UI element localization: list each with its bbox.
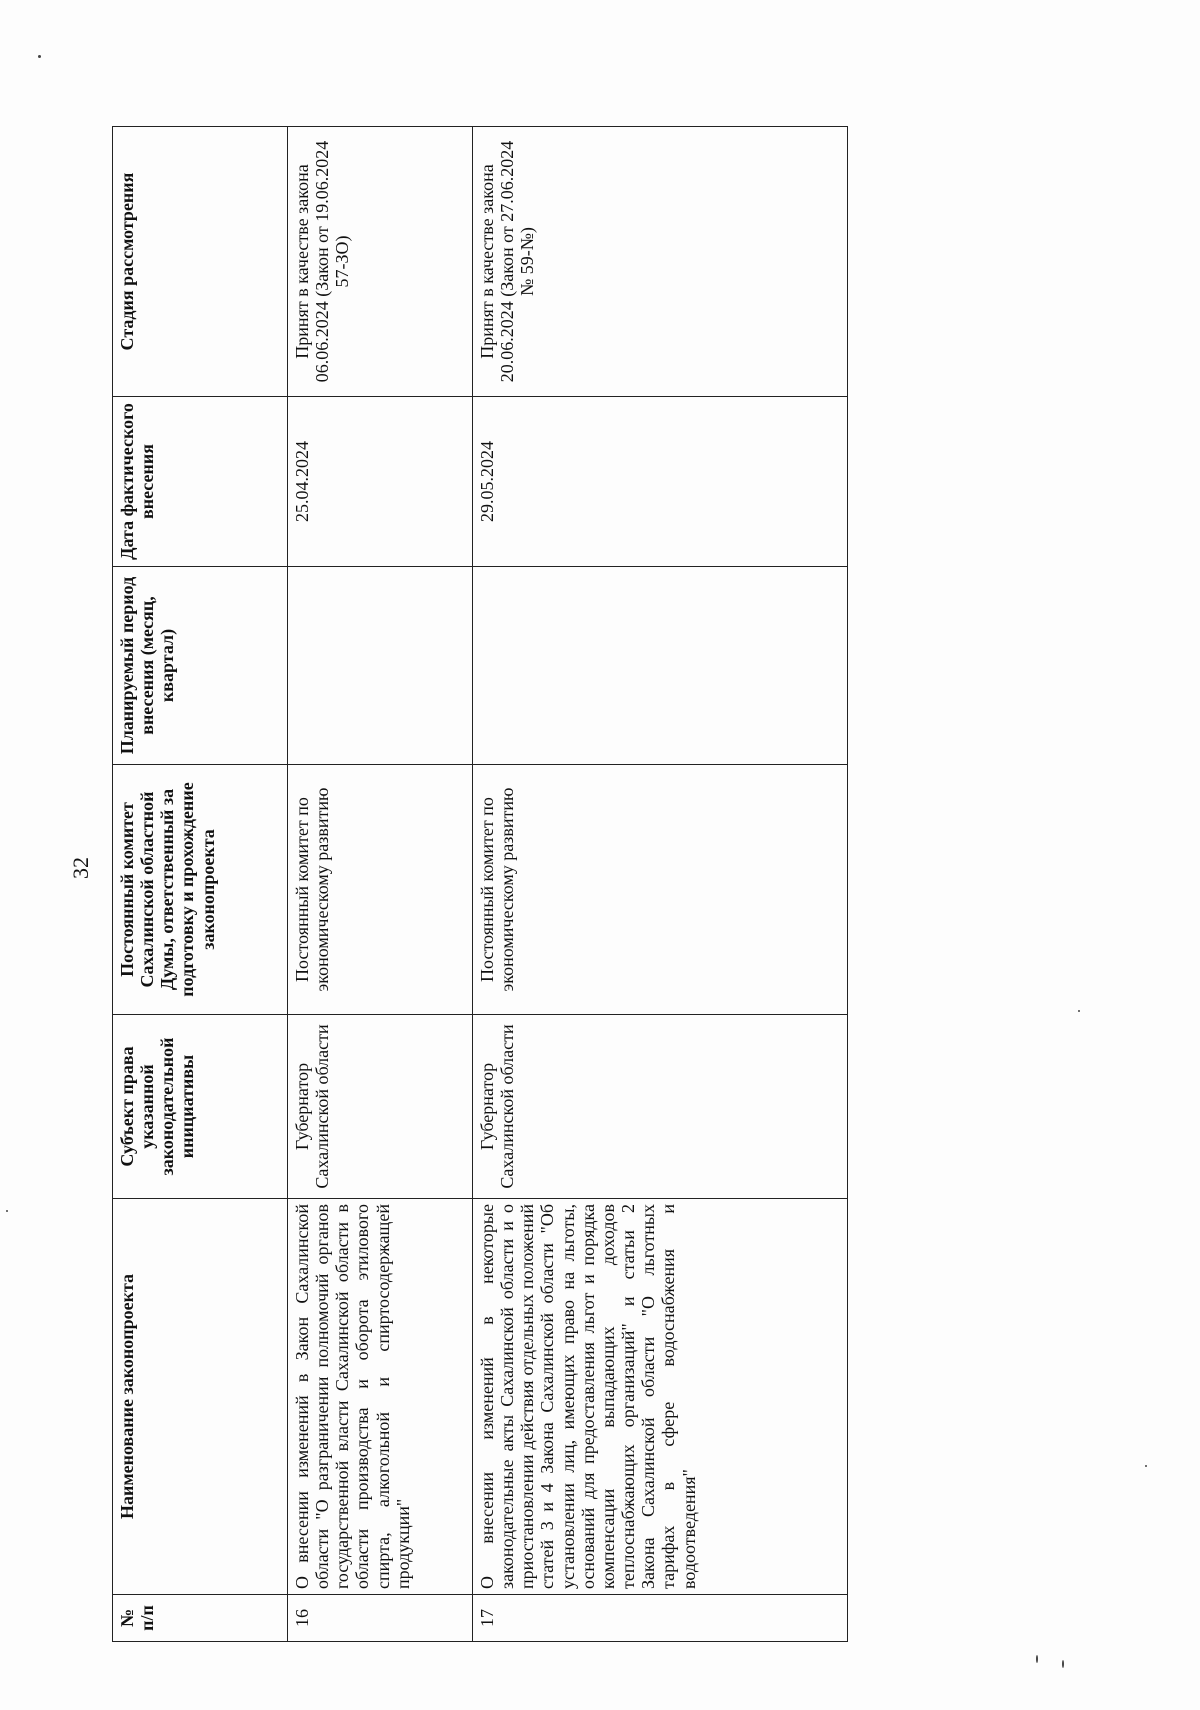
scan-speck — [38, 55, 41, 58]
rotated-table-wrapper — [112, 127, 847, 1642]
page-number: 32 — [68, 857, 93, 879]
header-date: Дата фактического внесения — [113, 397, 288, 567]
cell-num: 17 — [473, 1595, 848, 1642]
cell-subject: Губернатор Сахалинской области — [288, 1015, 473, 1199]
cell-subject: Губернатор Сахалинской области — [473, 1015, 848, 1199]
cell-stage: Принят в качестве закона 20.06.2024 (Закон от 27.06.2024 № 59-№) — [473, 127, 848, 397]
header-planned: Планируемый период внесения (месяц, квартал) — [113, 567, 288, 765]
bills-table — [112, 126, 848, 1642]
table-row — [288, 127, 473, 1642]
scan-speck — [1145, 1465, 1147, 1467]
cell-committee: Постоянный комитет по экономическому развитию — [473, 765, 848, 1015]
cell-planned — [473, 567, 848, 765]
cell-stage: Принят в качестве закона 06.06.2024 (Закон от 19.06.2024 57-ЗО) — [288, 127, 473, 397]
scan-speck — [1062, 1660, 1064, 1668]
scan-speck — [1078, 1010, 1080, 1012]
header-stage: Стадия рассмотрения — [113, 127, 288, 397]
header-name: Наименование законопроекта — [113, 1199, 288, 1595]
cell-num: 16 — [288, 1595, 473, 1642]
cell-date: 25.04.2024 — [288, 397, 473, 567]
cell-planned — [288, 567, 473, 765]
header-subject: Субъект права указанной законодательной инициативы — [113, 1015, 288, 1199]
cell-committee: Постоянный комитет по экономическому развитию — [288, 765, 473, 1015]
table-row — [473, 127, 848, 1642]
table-header-row — [113, 127, 288, 1642]
cell-name: О внесении изменений в Закон Сахалинской области "О разграничении полномочий органов государственной власти Сахалинской области в области производства и оборота этилового спирта, алкогольной и спиртосодержащей продукции" — [288, 1199, 473, 1595]
scan-speck — [6, 1210, 8, 1212]
header-committee: Постоянный комитет Сахалинской областной Думы, ответственный за подготовку и прохождение законопроекта — [113, 765, 288, 1015]
header-num: № п/п — [113, 1595, 288, 1642]
cell-name: О внесении изменений в некоторые законодательные акты Сахалинской области и о приостановлении действия отдельных положений статей 3 и 4 Закона Сахалинской области "Об установлении лиц, имеющих право на льготы, оснований для предоставления льгот и порядка компенсации выпадающих доходов теплоснабжающих организаций" и статьи 2 Закона Сахалинской области "О льготных тарифах в сфере водоснабжения и водоотведения" — [473, 1199, 848, 1595]
cell-date: 29.05.2024 — [473, 397, 848, 567]
scan-speck — [1036, 1655, 1038, 1663]
